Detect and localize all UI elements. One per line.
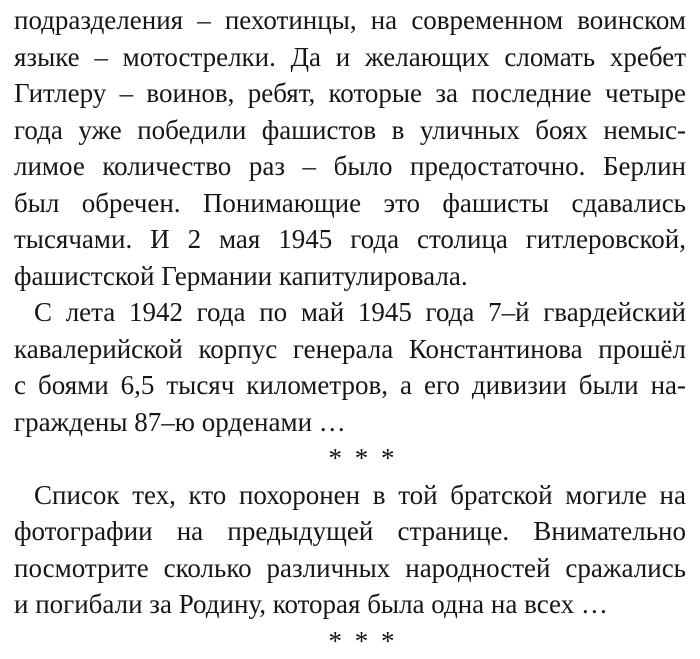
section-separator: * * * <box>14 623 686 659</box>
text-line: года уже победили фашистов в уличных боях немыс- <box>14 112 686 149</box>
text-line: подразделения – пехотинцы, на современном воинском <box>14 2 686 39</box>
text-line: с боями 6,5 тысяч километров, а его дивизии были на- <box>14 367 686 404</box>
text-line: тысячами. И 2 мая 1945 года столица гитлеровской, <box>14 221 686 258</box>
text-line: посмотрите сколько различных народностей сражались <box>14 550 686 587</box>
text-line: С лета 1942 года по май 1945 года 7–й гвардейский <box>14 294 686 331</box>
text-line: фашистской Германии капитулировала. <box>14 258 686 295</box>
text-line: был обречен. Понимающие это фашисты сдавались <box>14 185 686 222</box>
text-line: фотографии на предыдущей странице. Внимательно <box>14 513 686 550</box>
text-line: языке – мотострелки. Да и желающих сломать хребет <box>14 39 686 76</box>
book-page <box>14 2 686 659</box>
text-line: кавалерийской корпус генерала Константинова прошёл <box>14 331 686 368</box>
paragraph-corps <box>14 294 686 440</box>
text-line: и погибали за Родину, которая была одна на всех … <box>14 586 686 623</box>
section-separator: * * * <box>14 440 686 477</box>
paragraph-berlin <box>14 2 686 294</box>
text-line: Список тех, кто похоронен в той братской могиле на <box>14 477 686 514</box>
text-line: граждены 87–ю орденами … <box>14 404 686 441</box>
paragraph-burial-list <box>14 477 686 623</box>
text-line: Гитлеру – воинов, ребят, которые за последние четыре <box>14 75 686 112</box>
text-line: лимое количество раз – было предостаточно. Берлин <box>14 148 686 185</box>
